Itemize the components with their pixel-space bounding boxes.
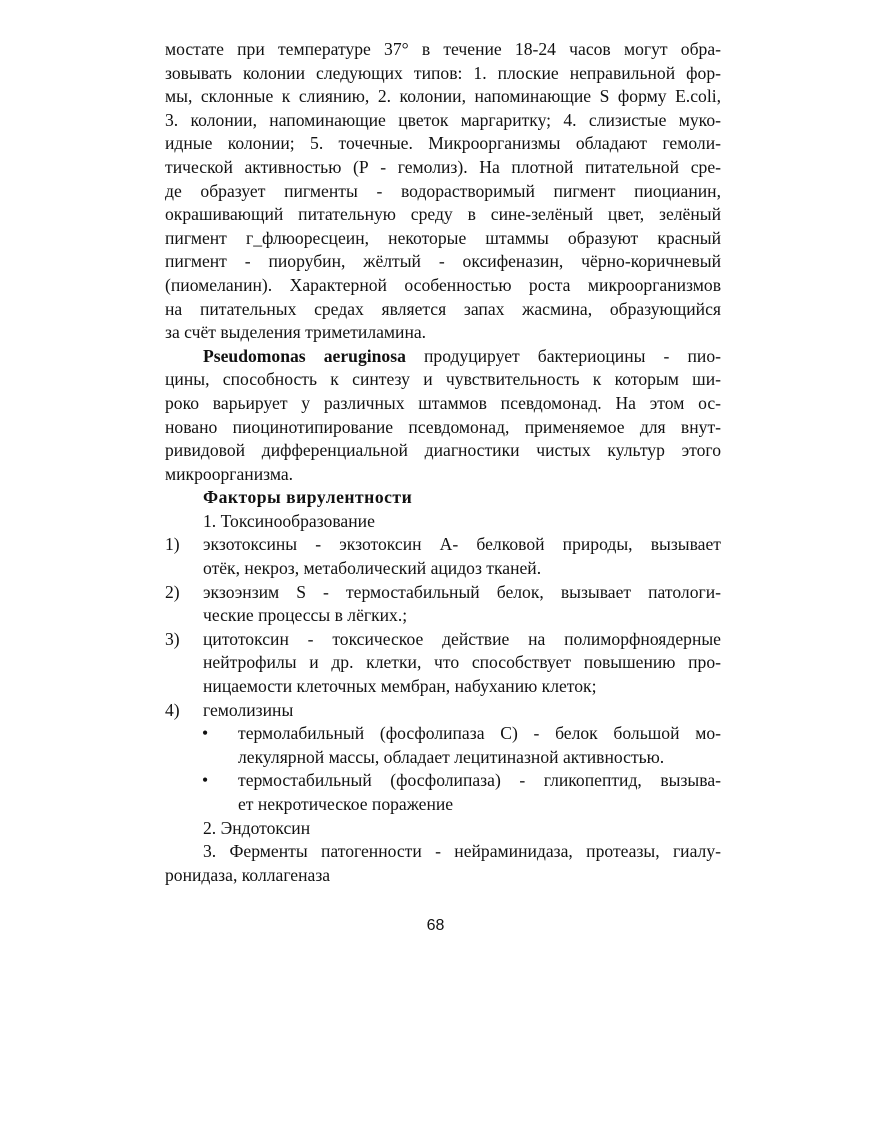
subsection-title: 1. Токсинообразование bbox=[203, 510, 375, 531]
text-line: ет некротическое поражение bbox=[238, 794, 454, 814]
bullet-item bbox=[165, 722, 721, 769]
text-line: новано пиоцинотипирование псевдомонад, применяемое для внут- bbox=[165, 416, 721, 437]
text-line: экзоэнзим S - термостабильный белок, вызывает патологи- bbox=[203, 581, 721, 602]
list-number: 4) bbox=[165, 699, 180, 720]
list-item bbox=[165, 533, 721, 580]
text-line: де образует пигменты - водорастворимый пигмент пиоцианин, bbox=[165, 180, 721, 201]
text-line: роко варьирует у различных штаммов псевдомонад. На этом ос- bbox=[165, 392, 721, 413]
text-line: ривидовой дифференциальной диагностики чистых культур этого bbox=[165, 440, 721, 461]
text-line: (пиомеланин). Характерной особенностью роста микроорганизмов bbox=[165, 274, 721, 295]
text-line: идные колонии; 5. точечные. Микроорганизмы обладают гемоли- bbox=[165, 133, 721, 154]
subsection-title: 2. Эндотоксин bbox=[203, 817, 311, 838]
text-line: экзотоксины - экзотоксин А- белковой природы, вызывает bbox=[203, 534, 721, 555]
text-line: нейтрофилы и др. клетки, что способствует повышению про- bbox=[203, 652, 721, 673]
text-line: за счёт выделения триметиламина. bbox=[165, 322, 427, 343]
text-line: тической активностью (Р - гемолиз). На плотной питательной сре- bbox=[165, 156, 721, 177]
text-line: термолабильный (фосфолипаза С) - белок большой мо- bbox=[238, 723, 721, 744]
list-number: 2) bbox=[165, 581, 180, 602]
text-line: лекулярной массы, обладает лецитиназной активностью. bbox=[238, 746, 665, 767]
list-item bbox=[165, 581, 721, 628]
paragraph bbox=[165, 345, 721, 487]
list-item bbox=[165, 699, 721, 723]
text-line: пигмент г_флюоресцеин, некоторые штаммы образуют красный bbox=[165, 227, 721, 248]
text-line bbox=[165, 345, 721, 369]
text-line: 3. колонии, напоминающие цветок маргаритку; 4. слизистые муко- bbox=[165, 109, 721, 130]
section-heading: Факторы вирулентности bbox=[203, 487, 413, 508]
text-line: термостабильный (фосфолипаза) - гликопептид, вызыва- bbox=[238, 770, 721, 791]
text-line: цины, способность к синтезу и чувствительность к которым ши- bbox=[165, 369, 721, 390]
bold-term: Pseudomonas aeruginosa bbox=[203, 345, 406, 366]
text-line: отёк, некроз, метаболический ацидоз тканей. bbox=[203, 558, 542, 579]
text-line: мостате при температуре 37° в течение 18-24 часов могут обра- bbox=[165, 39, 721, 59]
text-line: мы, склонные к слиянию, 2. колонии, напоминающие S форму E.coli, bbox=[165, 86, 721, 107]
text-fragment: продуцирует бактериоцины - пио- bbox=[405, 345, 721, 366]
text-line: пигмент - пиорубин, жёлтый - оксифеназин, чёрно-коричневый bbox=[165, 251, 721, 272]
text-line: 3. Ферменты патогенности - нейраминидаза, протеазы, гиалу- bbox=[203, 841, 721, 862]
bullet-icon: • bbox=[202, 770, 209, 791]
list-item bbox=[165, 628, 721, 699]
page-text bbox=[165, 38, 721, 887]
text-line: цитотоксин - токсическое действие на полиморфноядерные bbox=[203, 628, 721, 649]
text-line: окрашивающий питательную среду в сине-зелёный цвет, зелёный bbox=[165, 204, 721, 225]
text-line: зовывать колонии следующих типов: 1. плоские неправильной фор- bbox=[165, 62, 721, 83]
page-number: 68 bbox=[426, 917, 445, 934]
bullet-item bbox=[165, 769, 721, 816]
text-line: на питательных средах является запах жасмина, образующийся bbox=[165, 298, 721, 319]
paragraph bbox=[165, 840, 721, 887]
text-line: ронидаза, коллагеназа bbox=[165, 864, 331, 885]
paragraph bbox=[165, 38, 721, 345]
text-line: ницаемости клеточных мембран, набуханию клеток; bbox=[203, 676, 597, 697]
text-line: микроорганизма. bbox=[165, 463, 294, 484]
text-line: ческие процессы в лёгких.; bbox=[203, 605, 408, 626]
list-number: 1) bbox=[165, 534, 180, 555]
text-line: гемолизины bbox=[203, 699, 294, 720]
bullet-icon: • bbox=[202, 723, 209, 744]
list-number: 3) bbox=[165, 628, 180, 649]
